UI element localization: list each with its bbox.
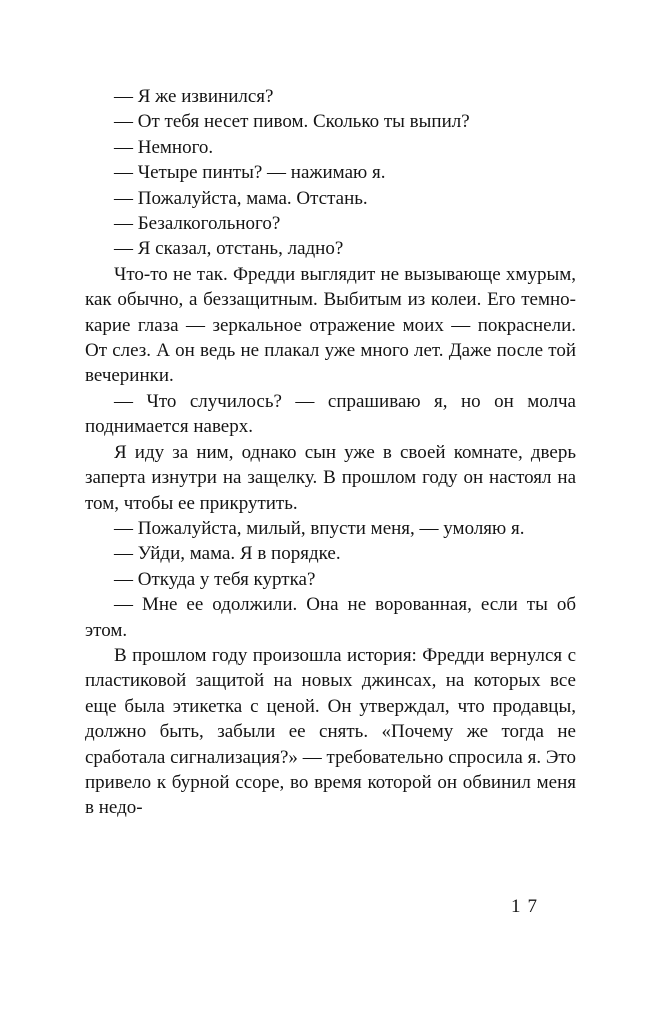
paragraph-15: В прошлом году произошла история: Фредди вернулся с пластиковой защитой на новых джинсах, на которых все еще была этикетка с ценой. Он утверждал, что продавцы, должно быть, забыли ее снять. «Почему же тогда не сработала сигнализация?» — требовательно спросила я. Это привело к бурной ссоре, во время которой он обвинил меня в недо-	[85, 644, 576, 819]
paragraph-2: — От тебя несет пивом. Сколько ты выпил?	[114, 111, 470, 133]
page-number: 17	[511, 896, 544, 917]
paragraph-5: — Пожалуйста, мама. Отстань.	[114, 187, 368, 209]
paragraph-6: — Безалкогольного?	[114, 213, 281, 235]
paragraph-7: — Я сказал, отстань, ладно?	[114, 238, 344, 260]
paragraph-3: — Немного.	[114, 136, 214, 158]
paragraph-12: — Уйди, мама. Я в порядке.	[114, 543, 341, 565]
paragraph-10: Я иду за ним, однако сын уже в своей комнате, дверь заперта изнутри на защелку. В прошлом году он настоял на том, чтобы ее прикрутить.	[85, 441, 576, 514]
text-block	[85, 84, 576, 821]
paragraph-8: Что-то не так. Фредди выглядит не вызывающе хмурым, как обычно, а беззащитным. Выбитым из колеи. Его темно-карие глаза — зеркальное отражение моих — покраснели. От слез. А он ведь не плакал уже много лет. Даже после той вечеринки.	[85, 263, 576, 387]
paragraph-1: — Я же извинился?	[114, 86, 274, 107]
paragraph-4: — Четыре пинты? — нажимаю я.	[114, 162, 386, 184]
paragraph-13: — Откуда у тебя куртка?	[114, 568, 316, 590]
paragraph-14: — Мне ее одолжили. Она не ворованная, если ты об этом.	[85, 594, 576, 641]
paragraph-11: — Пожалуйста, милый, впусти меня, — умоляю я.	[114, 517, 525, 539]
paragraph-9: — Что случилось? — спрашиваю я, но он молча поднимается наверх.	[85, 390, 576, 438]
